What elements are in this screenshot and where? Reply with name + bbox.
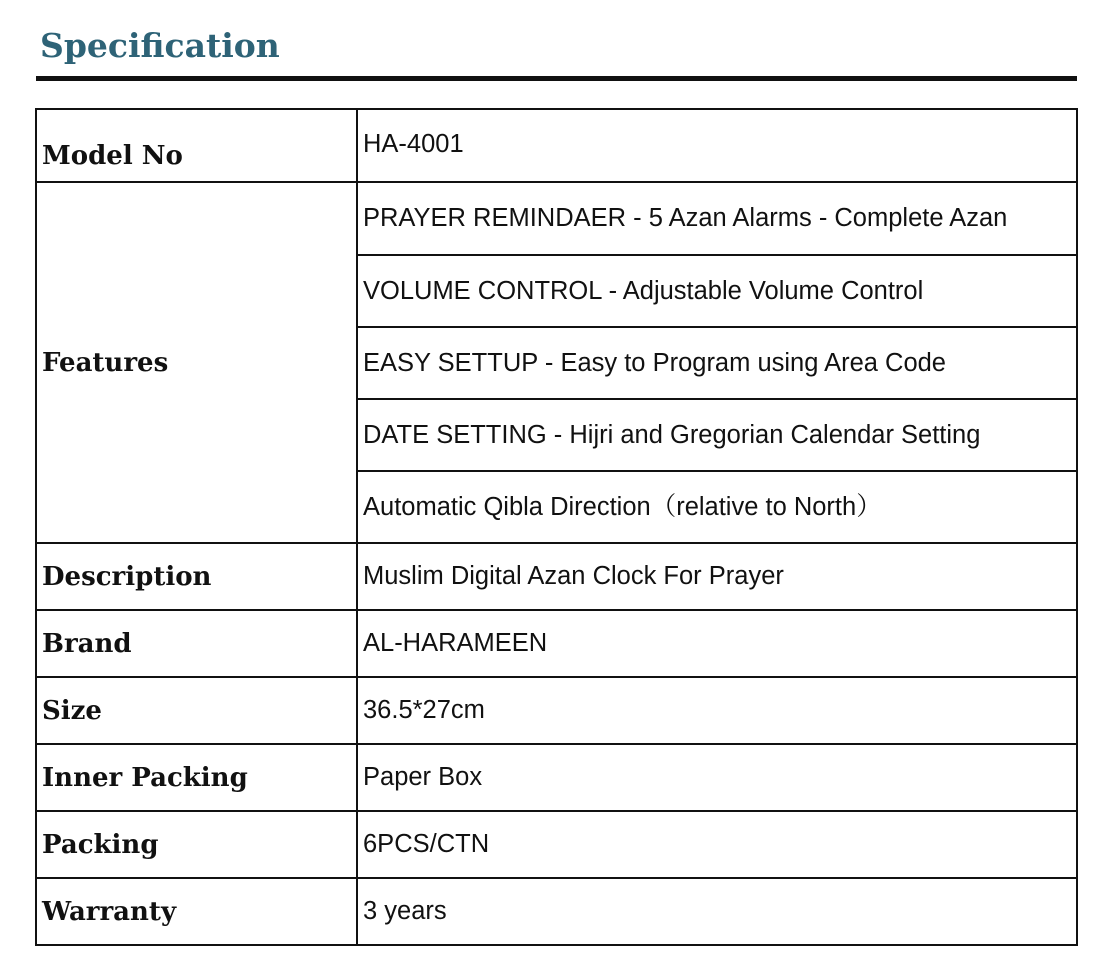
row-label-description: Description: [36, 543, 357, 610]
feature-item: Automatic Qibla Direction（relative to North）: [357, 471, 1077, 543]
feature-item: VOLUME CONTROL - Adjustable Volume Control: [357, 255, 1077, 327]
title-divider: [36, 76, 1077, 81]
row-value-brand: AL-HARAMEEN: [357, 610, 1077, 677]
table-row-model: [36, 109, 1077, 182]
row-label-features: Features: [36, 182, 357, 543]
row-label-brand: Brand: [36, 610, 357, 677]
row-label-model: Model No: [36, 109, 357, 182]
row-value-inner-packing: Paper Box: [357, 744, 1077, 811]
specification-table: [35, 108, 1078, 946]
table-row-size: [36, 677, 1077, 744]
feature-item: EASY SETTUP - Easy to Program using Area Code: [357, 327, 1077, 399]
row-value-model: HA-4001: [357, 109, 1077, 182]
row-value-warranty: 3 years: [357, 878, 1077, 945]
table-row-brand: [36, 610, 1077, 677]
table-row-warranty: [36, 878, 1077, 945]
feature-item: PRAYER REMINDAER - 5 Azan Alarms - Complete Azan: [357, 182, 1077, 255]
table-row-inner-packing: [36, 744, 1077, 811]
table-row-features: [36, 182, 1077, 255]
row-value-size: 36.5*27cm: [357, 677, 1077, 744]
table-row-packing: [36, 811, 1077, 878]
table-row-description: [36, 543, 1077, 610]
row-label-packing: Packing: [36, 811, 357, 878]
row-value-packing: 6PCS/CTN: [357, 811, 1077, 878]
row-label-inner-packing: Inner Packing: [36, 744, 357, 811]
row-label-size: Size: [36, 677, 357, 744]
feature-item: DATE SETTING - Hijri and Gregorian Calendar Setting: [357, 399, 1077, 471]
page-title: Specification: [40, 26, 280, 65]
row-value-description: Muslim Digital Azan Clock For Prayer: [357, 543, 1077, 610]
row-label-warranty: Warranty: [36, 878, 357, 945]
